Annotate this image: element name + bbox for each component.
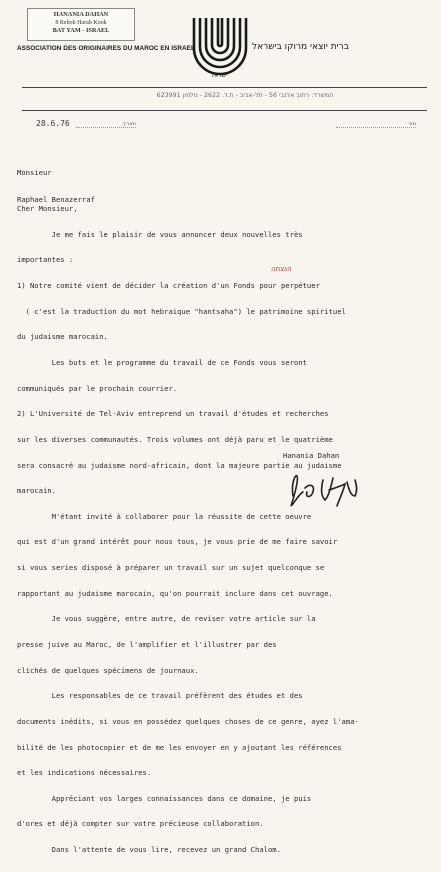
body-line: clichés de quelques spécimens de journaux. — [17, 665, 199, 675]
body-line: documents inédits, si vous en possédez quelques choses de ce genre, ayez l'ama- — [17, 716, 359, 726]
body-line: 1) Notre comité vient de décider la création d'un Fonds pour perpétuer — [17, 281, 320, 291]
letter-body — [17, 188, 427, 872]
body-line: Appréciant vos larges connaissances dans ce domaine, je puis — [17, 793, 312, 803]
stamp-city: BAT YAM - ISRAEL — [52, 27, 110, 34]
letterhead-rule-top — [22, 87, 427, 88]
body-line: 2) L'Université de Tel-Aviv entreprend un travail d'études et recherches — [17, 409, 329, 419]
body-line: importantes : — [17, 255, 74, 265]
body-line: Je me fais le plaisir de vous annoncer deux nouvelles très — [17, 229, 303, 239]
body-line: presse juive au Maroc, de l'amplifier et l'illustrer par des — [17, 639, 277, 649]
office-address-line: המשרד: רחוב אלנבי 56 - תל-אביב - ת.ד. 2622 - טלפון 623991 — [156, 92, 334, 99]
association-logo-icon — [188, 14, 252, 80]
body-line: sera consacré au judaisme nord-africain, dont la majeure partie au judaisme — [17, 460, 342, 470]
date-label: תאריך — [76, 121, 136, 128]
letterhead-rule-bottom — [22, 110, 427, 111]
recipient-title: Monsieur — [17, 168, 52, 177]
body-line: marocain. — [17, 486, 56, 496]
handwritten-signature-icon — [285, 466, 375, 514]
body-line: du judaisme marocain. — [17, 332, 108, 342]
reference-label: מס׳ — [336, 121, 416, 128]
body-line: qui est d'un grand intérêt pour nous tous, je vous prie de me faire savoir — [17, 537, 338, 547]
org-name-french: ASSOCIATION DES ORIGINAIRES DU MAROC EN ISRAEL — [17, 45, 195, 52]
body-line: Cher Monsieur, — [17, 204, 78, 214]
body-line: M'étant invité à collaborer pour la réussite de cette oeuvre — [17, 511, 312, 521]
body-line: et les indications nécessaires. — [17, 768, 152, 778]
letter-date: 28.6.76 — [36, 119, 70, 128]
signatory-name: Hanania Dahan — [283, 451, 340, 460]
recipient-name: Raphael Benazerraf — [17, 195, 95, 204]
date-row — [36, 119, 416, 133]
body-line: Les buts et le programme du travail de ce Fonds vous seront — [17, 357, 307, 367]
body-line: si vous series disposé à préparer un travail sur un sujet quelconque se — [17, 563, 325, 573]
body-line: Dans l'attente de vous lire, recevez un grand Chalom. — [17, 845, 281, 855]
body-line: sur les diverses communautés. Trois volumes ont déjà paru et le quatrième — [17, 434, 333, 444]
stamp-name: HANANIA DAHAN — [53, 11, 109, 18]
body-line: Je vous suggère, entre autre, de reviser votre article sur la — [17, 614, 316, 624]
stamp-street: 8 Rehob Harab Kook — [55, 20, 107, 26]
org-name-hebrew: ברית יוצאי מרוקו בישראל — [252, 42, 349, 52]
body-line: d'ores et déjà compter sur votre précieuse collaboration. — [17, 819, 264, 829]
body-line: Les responsables de ce travail préfèrent des études et des — [17, 691, 303, 701]
handwritten-annotation: הנצחה — [271, 265, 292, 273]
body-line: communiqués par le prochain courrier. — [17, 383, 178, 393]
logo-caption: ישראל — [210, 72, 228, 79]
sender-stamp — [27, 8, 135, 41]
body-line: rapportant au judaisme marocain, qu'on pourrait inclure dans cet ouvrage. — [17, 588, 333, 598]
body-line: bilité de les photocopier et de me les envoyer en y ajoutant les références — [17, 742, 342, 752]
body-line: ( c'est la traduction du mot hebraique "hantsaha") le patrimoine spirituel — [17, 306, 346, 316]
